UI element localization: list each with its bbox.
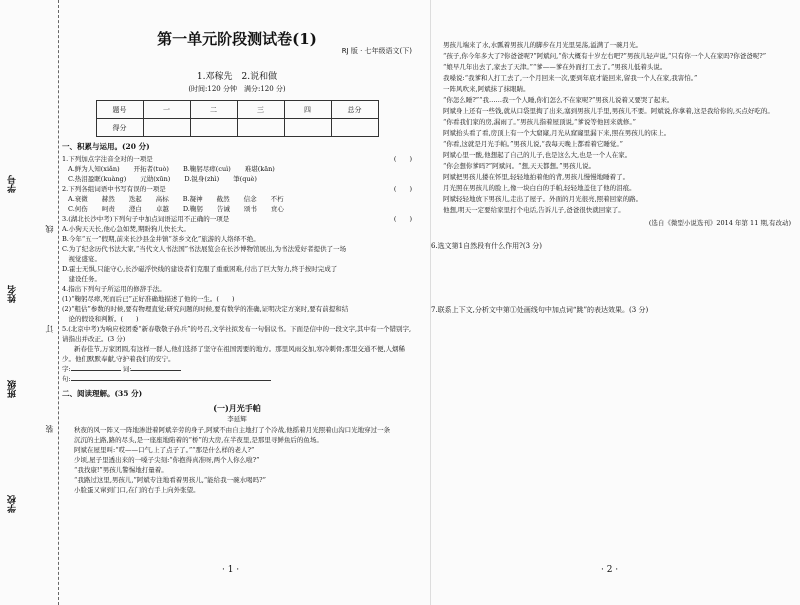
cut-mark: 装 [45,425,54,433]
story-paragraph: 男孩儿端来了水,水瓢着男孩儿的脚步在月光里晃荡,溢满了一碗月光。 [443,41,643,49]
story-paragraph: “你会想你爹吗?”阿斌问。“想,天天都想。”男孩儿说。 [443,162,596,170]
school-label: 学校 [8,495,18,513]
exam-info: (时间:120 分钟 满分:120 分) [188,85,286,93]
score-header-cell: 四 [284,101,331,119]
q3-option: 建设任务。 [62,275,101,283]
class-label: 班级 [8,380,18,398]
page-number: · 1 · [222,565,240,575]
cut-mark: 线 [45,225,54,233]
q1-options-row: A.鲜为人知(xiǎn) 开拓者(tuò) B.鞠躬尽瘁(cuì) 难堪(kān) [68,165,275,173]
score-input-cell[interactable] [284,119,331,137]
question-7: 7.联系上下文,分析文中第①处画线句中加点词“跳”的表达效果。(3 分) [431,306,649,314]
exam-title: 第一单元阶段测试卷(1) [157,30,317,48]
score-header-cell: 二 [190,101,237,119]
part1-heading: 一、积累与运用。(20 分) [62,142,150,151]
score-label-cell: 得分 [96,119,143,137]
story-paragraph: 月光照在男孩儿的脸上,像一块白白的手帕,轻轻地盖住了他的泪痕。 [443,184,636,192]
page-two [430,0,791,605]
story-paragraph: 阿斌轻轻地放下男孩儿,走出了屋子。外面的月光很亮,照着回家的路。 [443,195,643,203]
exam-subtitle: 1.邓稼先 2.说和做 [196,72,278,82]
answer-blank[interactable] [71,380,271,381]
reading-author: 李延辉 [227,415,247,423]
q1-options-row: C.热泪盈眶(kuàng) 元勋(xūn) D.锐身(zhì) 筆(què) [68,175,257,183]
student-no-label: 学号 [8,175,18,193]
score-header-cell: 总分 [331,101,378,119]
score-header-cell: 题号 [96,101,143,119]
score-input-cell[interactable] [143,119,190,137]
answer-space[interactable] [431,315,791,355]
story-paragraph: 阿斌身上还有一些钱,就从口袋里掏了出来,塞到男孩儿手里,男孩儿不要。阿斌说,你拿着,这是我给你的,买点好吃的。 [443,107,774,115]
story-paragraph: 阿斌心里一酸,他想起了自己的儿子,也是这么大,也是一个人在家。 [443,151,632,159]
cut-mark: 订 [45,325,54,333]
score-header-cell: 三 [237,101,284,119]
score-header-cell: 一 [143,101,190,119]
answer-blank[interactable] [131,370,181,371]
story-paragraph: “娘早几年出去了,家去了天津。”“爹——爹在外面打工去了。”男孩儿低着头说。 [443,63,667,71]
page-number: · 2 · [601,565,619,575]
q5-answer-row: 句: [62,374,412,384]
story-paragraph: “你怎么睡?”“我……我一个人睡,你们怎么不在家呢?”男孩儿说着又要哭了起来。 [443,96,674,104]
question-5: 5.(北京中考)为响应校团委“新春敬敬子孙兵”的号召,文学社拟发布一句倡议书。下面是信中的一段文字,其中有一个错别字,请指出并改正。(3 分) [62,325,412,343]
story-paragraph: 阿斌把男孩儿搂在怀里,轻轻地拍着他的背,男孩儿慢慢地睡着了。 [443,173,630,181]
story-paragraph: 他想,明天一定要给家里打个电话,告诉儿子,爸爸很快就回家了。 [443,206,625,214]
q3-option: 视觉盛宴。 [62,255,101,263]
q3-option: C.为了纪念历代书法大家,“当代文人书法国”书法展览会在长沙博物馆展出,为书法爱好者提供了一场 [62,245,347,253]
edition-tag: RJ 版 · 七年级语文(下) [341,47,412,55]
story-paragraph: 阿斌抬头看了看,房顶上有一个大窟窿,月光从窟窿里漏下来,照在男孩儿的床上。 [443,129,671,137]
q2-options-row: C.何伤 呵责 澄白 卓越 D.鞠躬 告诫 颂书 贲心 [68,205,284,213]
score-input-cell[interactable] [190,119,237,137]
reading-paragraph: “我路过这里,男孩儿,”阿斌专注地看着男孩儿,“能给我一碗水喝吗?” [74,476,266,484]
q4-item: (1)“鞠躬尽瘁,死而后已”正好准确地描述了他的一生。( ) [62,295,235,303]
question-4: 4.指出下列句子所运用的修辞手法。 [62,285,166,293]
reading-paragraph: 沉沉的土路,路的尽头,是一座座地陷着的“桥”的大房,在半夜里,是那里寻鲜鱼后的鱼场。 [74,436,323,444]
q3-option: D.霍士无惧,只能守心,长沙磁浮快线的建设者们克服了重重困难,付出了巨大努力,终于按时完成了 [62,265,338,273]
part2-heading: 二、阅读理解。(35 分) [62,389,143,398]
story-paragraph: 一阵风吹来,阿斌抹了抹眼睛。 [443,85,530,93]
reading-paragraph: 小脸蛋又窜到门口,在门的右手上向外张望。 [74,486,200,494]
story-paragraph: 我嗓说:“我爹和人打工去了,一个月回来一次,要到年底才能回来,留我一个人在家,我害怕。” [443,74,698,82]
score-input-cell[interactable] [331,119,378,137]
story-paragraph: “孩子,你今年多大了?你爸爸呢?”阿斌问,“你大概有十岁左右吧?”男孩儿轻声说,“只有你一个人在家吗?你爸爸呢?” [443,52,767,60]
reading-title: (一)月光手帕 [213,403,261,413]
answer-blank[interactable] [71,370,121,371]
q3-option: A.小狗天天长,他心急如焚,期盼狗儿快长大。 [62,225,190,233]
binding-margin [0,0,59,605]
q4-item: 论的假设和判断。( ) [62,315,139,323]
name-label: 姓名 [8,285,18,303]
question-3: 3.(湖北长沙中考)下列句子中加点词语运用不正确的一项是 ( ) [62,215,412,223]
question-1: 1.下列加点字注音全对的一项是 ( ) [62,155,412,163]
question-2: 2.下列各组词语中书写有误的一项是 ( ) [62,185,412,193]
page-one [62,0,412,605]
q2-options-row: A.衰微 赫然 迭起 高标 B.凝神 截然 信念 不朽 [68,195,284,203]
answer-space[interactable] [431,251,791,291]
q5-answer-row: 字: 词: [62,364,412,374]
q5-passage: 新春佳节,万家团圆,有这样一群人,他们选择了坚守在祖国需要的地方。那里风雨交加,寒冷刺骨;那里交通不便,人烟稀少。他们默默奉献,守护着我们的安宁。 [62,345,406,363]
question-6: 6.选文第1自然段有什么作用?(3 分) [431,242,543,250]
reading-paragraph: 少顷,屋子里透出来的一嗓子尖刻:“你抱得真准呀,两个人你么啦?” [74,456,260,464]
story-paragraph: “你看我们家的房,漏雨了。”男孩儿指着屋顶说,“爹说等他回来就修。” [443,118,636,126]
q4-item: (2)“粗估”参数的时候,要有物理直觉;研究问题的时候,要有数学的准确,证明决定方案时,要有前提和结 [62,305,349,313]
reading-paragraph: 秋夜的风一阵又一阵地渗进着阿斌辛劳的身子,阿斌不由自主地打了个冷战,他摇着月光照着山沟口光地穿过一条 [74,426,391,434]
story-source: (选自《微型小说选刊》2014 年第 11 期,有改动) [648,219,791,227]
q3-option: B.今年“五一”假期,前来长沙县金井镇“茶乡文化”旅游的人络绎不绝。 [62,235,260,243]
story-paragraph: “你看,这就是月光手帕。”男孩儿说,“我每天晚上都看着它睡觉。” [443,140,623,148]
reading-paragraph: “我找康!”男孩儿警惕地打量着。 [74,466,168,474]
score-table [96,100,379,137]
reading-paragraph: 阿斌在屋里叫:“哎——口气,上了点子了。”“那是什么样的老人?” [74,446,255,454]
score-input-cell[interactable] [237,119,284,137]
